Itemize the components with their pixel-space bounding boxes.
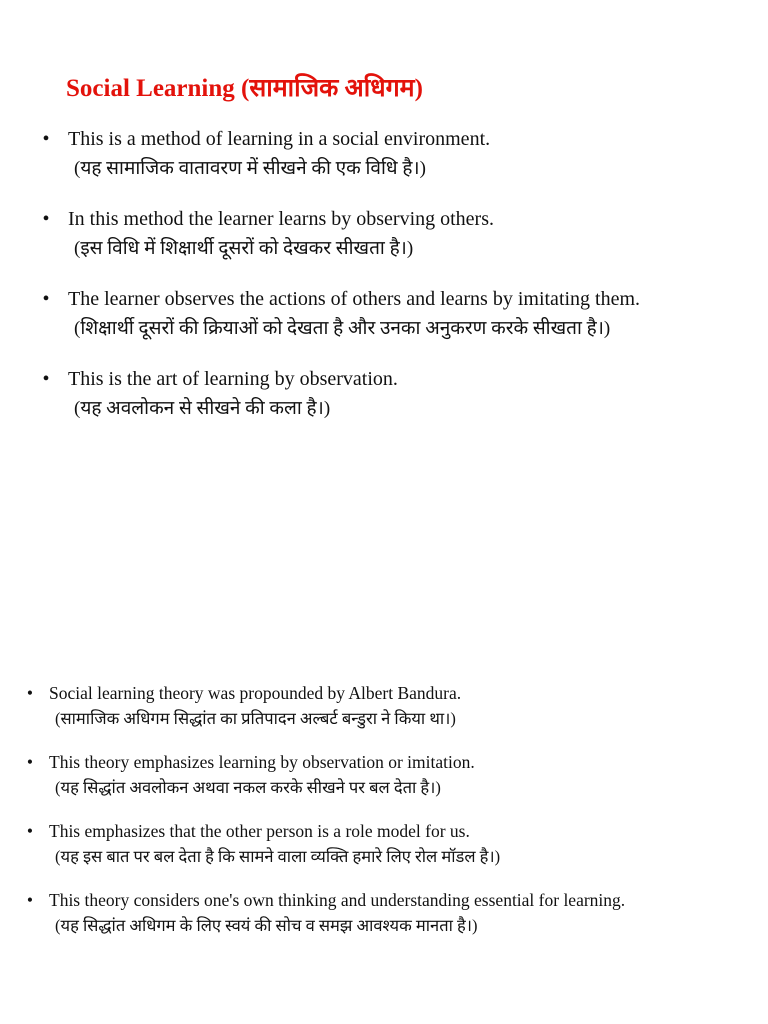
bullet-text-hindi: (यह सिद्धांत अधिगम के लिए स्वयं की सोच व समझ आवश्यक मानता है।) [55,916,478,935]
bullet-list [20,680,760,956]
bullet-text-hindi: (यह इस बात पर बल देता है कि सामने वाला व्यक्ति हमारे लिए रोल मॉडल है।) [55,847,501,866]
bullet-item [36,284,756,344]
bullet-icon: • [26,821,34,841]
bullet-item [20,818,760,870]
bullet-text-english: This theory considers one's own thinking and understanding essential for learning. [49,890,626,910]
bullet-item [36,364,756,424]
bullet-icon: • [42,208,50,230]
bullet-text-english: This theory emphasizes learning by observation or imitation. [49,752,475,772]
bullet-icon: • [42,128,50,150]
bullet-item [20,749,760,801]
bullet-text-hindi: (इस विधि में शिक्षार्थी दूसरों को देखकर सीखता है।) [74,238,414,259]
slide-title: Social Learning (सामाजिक अधिगम) [66,75,423,102]
bullet-text-english: This emphasizes that the other person is a role model for us. [49,821,470,841]
bullet-icon: • [26,683,34,703]
bullet-text-english: The learner observes the actions of others and learns by imitating them. [68,288,641,310]
bullet-text-english: This is the art of learning by observation. [68,368,398,390]
bullet-list [36,124,756,444]
bullet-icon: • [26,890,34,910]
bullet-text-english: Social learning theory was propounded by Albert Bandura. [49,683,462,703]
bullet-item [20,680,760,732]
bullet-icon: • [26,752,34,772]
bullet-text-hindi: (यह सिद्धांत अवलोकन अथवा नकल करके सीखने पर बल देता है।) [55,778,441,797]
bullet-text-hindi: (यह सामाजिक वातावरण में सीखने की एक विधि है।) [74,158,426,179]
bullet-item [20,887,760,939]
bullet-icon: • [42,368,50,390]
bullet-text-english: This is a method of learning in a social environment. [68,128,491,150]
bullet-text-english: In this method the learner learns by observing others. [68,208,494,230]
bullet-item [36,204,756,264]
bullet-icon: • [42,288,50,310]
bullet-text-hindi: (सामाजिक अधिगम सिद्धांत का प्रतिपादन अल्बर्ट बन्डुरा ने किया था।) [55,709,456,728]
slide-social-learning-theory [0,640,768,1024]
bullet-text-hindi: (शिक्षार्थी दूसरों की क्रियाओं को देखता है और उनका अनुकरण करके सीखता है।) [74,318,611,339]
bullet-text-hindi: (यह अवलोकन से सीखने की कला है।) [74,398,331,419]
bullet-item [36,124,756,184]
